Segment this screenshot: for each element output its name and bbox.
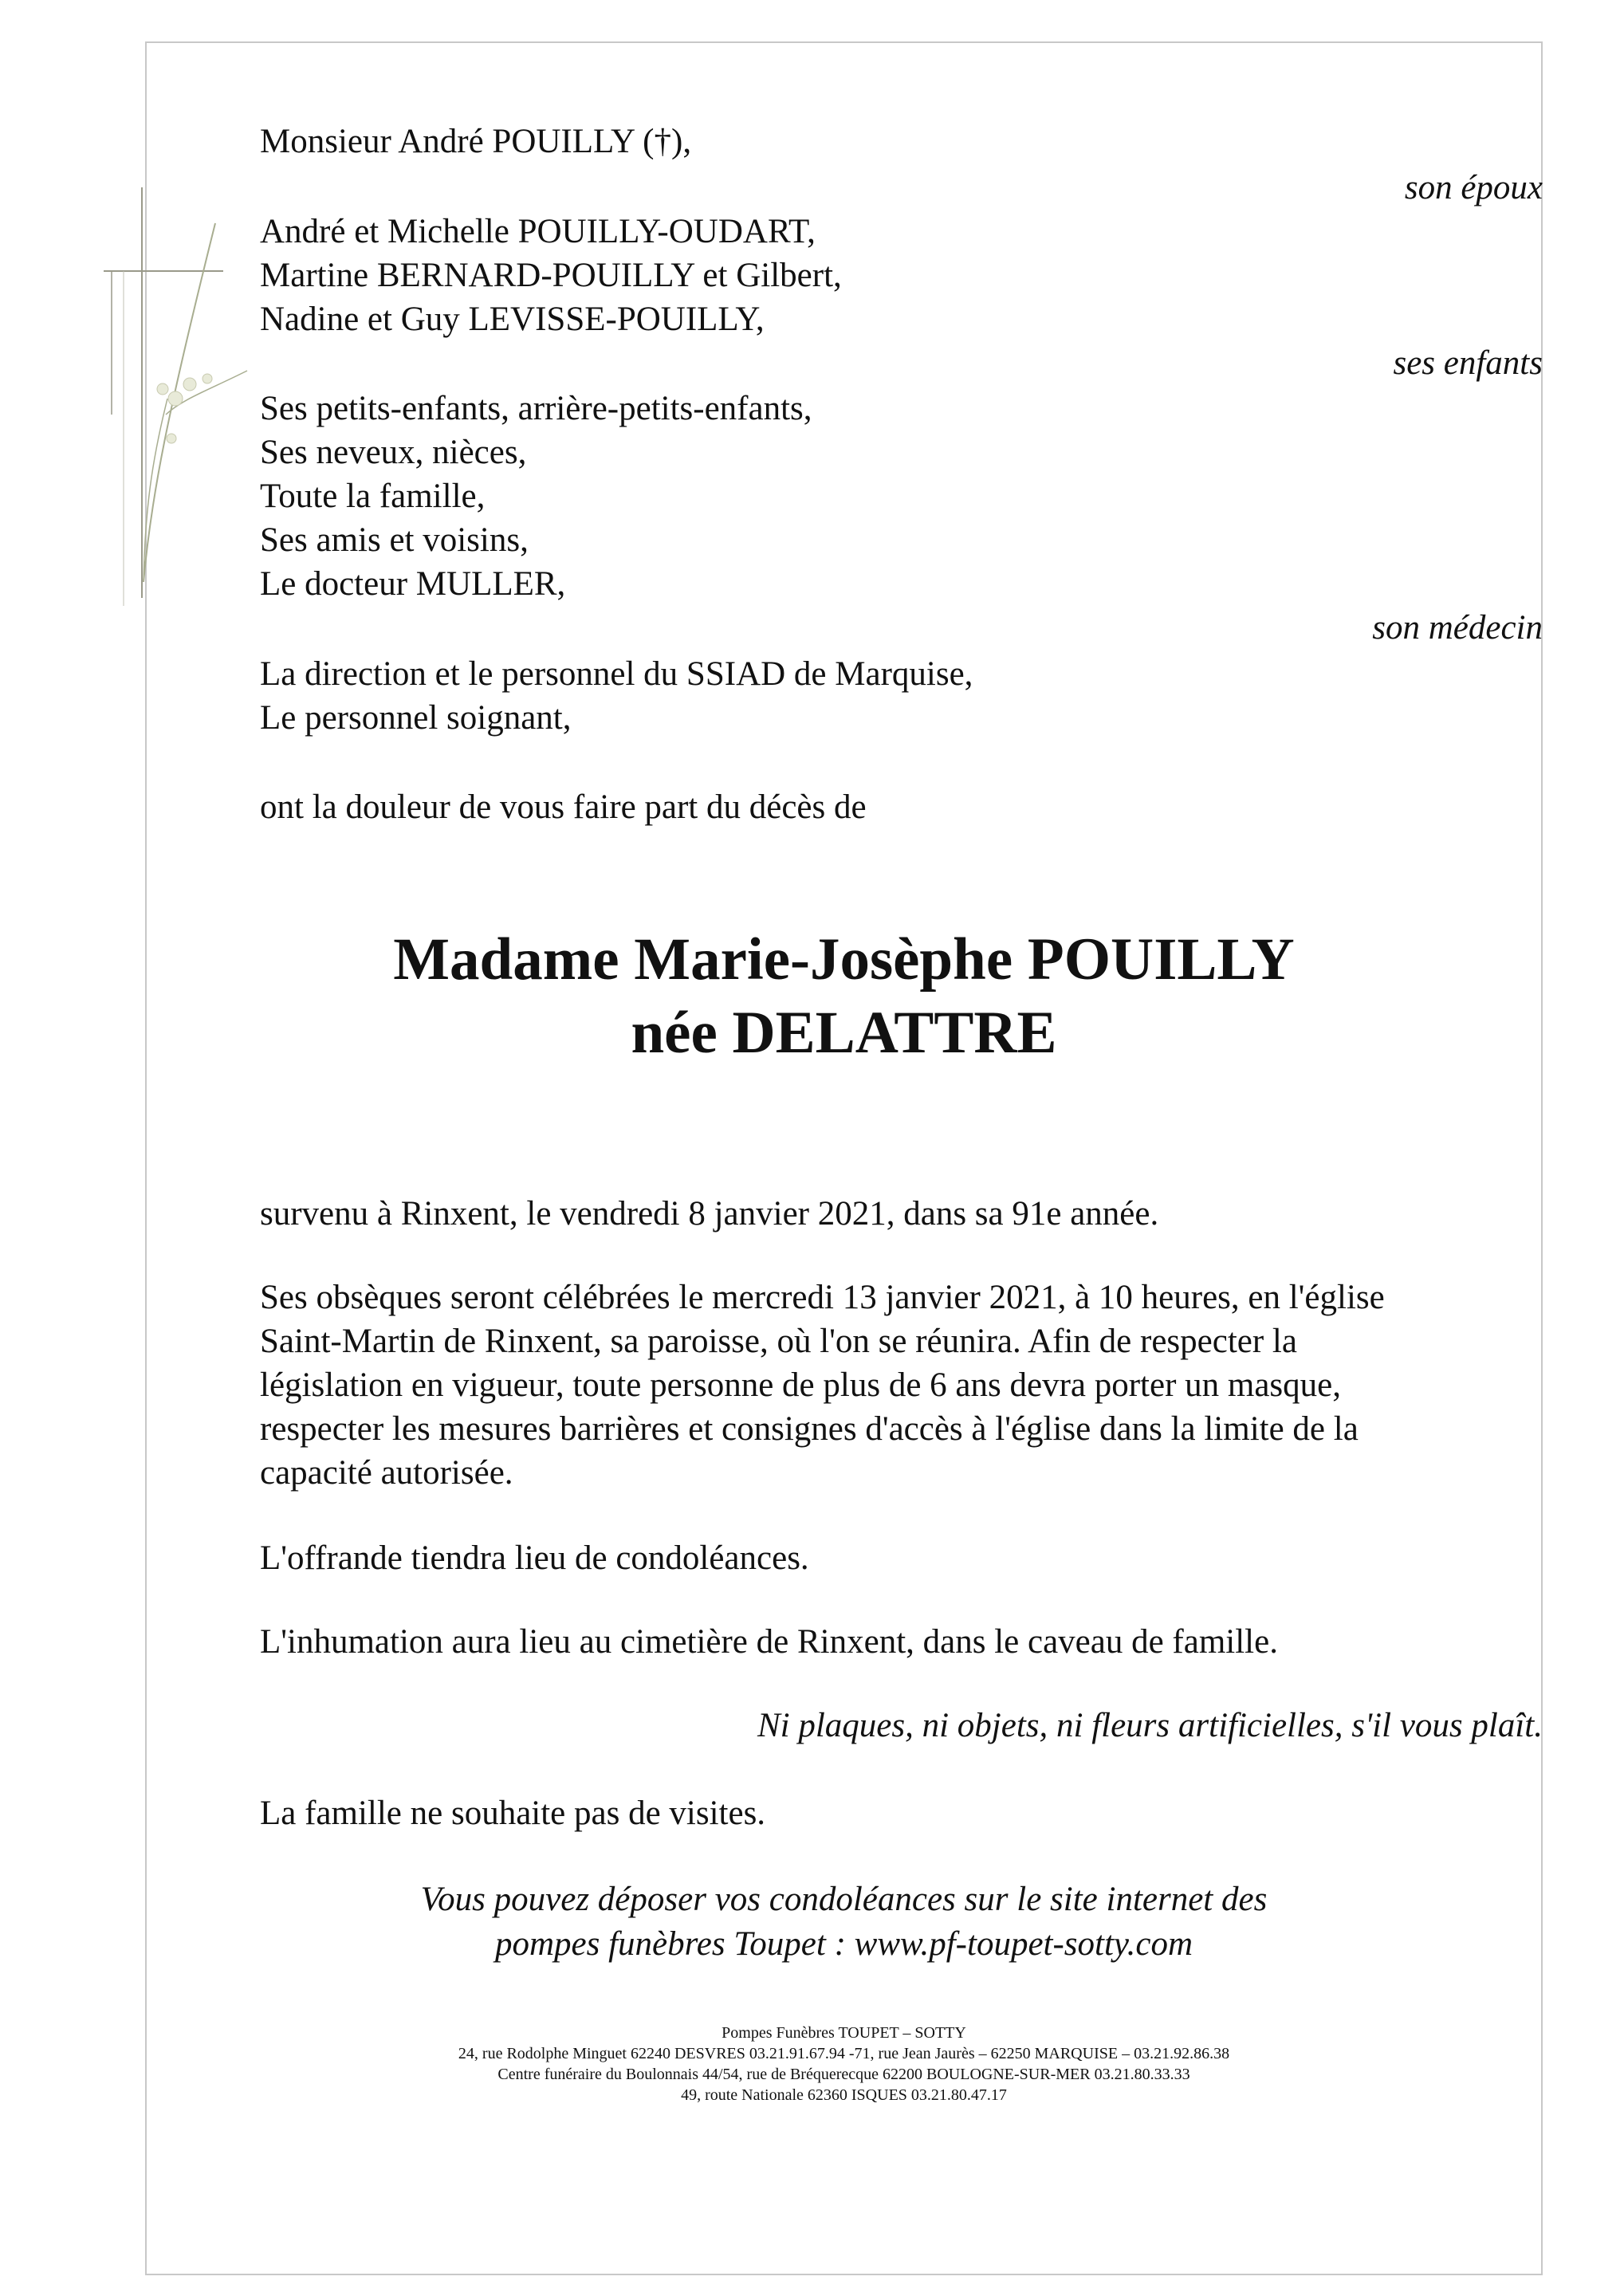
child-line-1: André et Michelle POUILLY-OUDART, (260, 213, 816, 250)
others-line-4: Ses amis et voisins, (260, 521, 529, 559)
funeral-line-2: Saint-Martin de Rinxent, sa paroisse, où l'on se réunira. Afin de respecter la (260, 1323, 1297, 1360)
deceased-name: Madame Marie-Josèphe POUILLY (393, 926, 1295, 993)
others-line-3: Toute la famille, (260, 478, 486, 515)
funeral-home-footer (145, 2023, 1543, 2105)
others-line-5: Le docteur MULLER, (260, 565, 566, 603)
death-statement: survenu à Rinxent, le vendredi 8 janvier 2021, dans sa 91e année. (260, 1195, 1159, 1233)
no-visits-statement: La famille ne souhaite pas de visites. (260, 1795, 766, 1832)
child-line-3: Nadine et Guy LEVISSE-POUILLY, (260, 301, 765, 338)
footer-line-1: Pompes Funèbres TOUPET – SOTTY (722, 2024, 966, 2042)
no-flowers-request: Ni plaques, ni objets, ni fleurs artificielles, s'il vous plaît. (757, 1707, 1543, 1744)
condolences-line-2: pompes funèbres Toupet : www.pf-toupet-sotty.com (494, 1925, 1193, 1963)
funeral-line-4: respecter les mesures barrières et consignes d'accès à l'église dans la limite de la (260, 1410, 1359, 1448)
doctor-role: son médecin (1372, 609, 1543, 647)
deceased-maiden-name: née DELATTRE (631, 1000, 1057, 1066)
funeral-line-1: Ses obsèques seront célébrées le mercredi 13 janvier 2021, à 10 heures, en l'église (260, 1279, 1385, 1316)
child-line-2: Martine BERNARD-POUILLY et Gilbert, (260, 257, 842, 294)
footer-line-2: 24, rue Rodolphe Minguet 62240 DESVRES 03.21.91.67.94 -71, rue Jean Jaurès – 62250 MARQUISE – 03.21.92.86.38 (458, 2045, 1230, 2062)
staff-line-1: La direction et le personnel du SSIAD de Marquise, (260, 655, 973, 693)
staff-line-2: Le personnel soignant, (260, 699, 572, 737)
others-line-1: Ses petits-enfants, arrière-petits-enfants, (260, 390, 812, 427)
spouse-role: son époux (1404, 169, 1543, 206)
announcement-text: ont la douleur de vous faire part du décès de (260, 788, 867, 826)
cross-with-flower-icon (96, 175, 255, 606)
funeral-paragraph (260, 1276, 1551, 1495)
funeral-line-5: capacité autorisée. (260, 1454, 513, 1492)
condolences-notice (145, 1877, 1543, 1967)
children-role: ses enfants (1393, 344, 1543, 382)
footer-line-3: Centre funéraire du Boulonnais 44/54, rue de Bréquerecque 62200 BOULOGNE-SUR-MER 03.21.80.33.33 (497, 2066, 1190, 2083)
offering-statement: L'offrande tiendra lieu de condoléances. (260, 1539, 809, 1577)
footer-line-4: 49, route Nationale 62360 ISQUES 03.21.80.47.17 (681, 2086, 1007, 2104)
spouse-line: Monsieur André POUILLY (†), (260, 123, 692, 160)
burial-statement: L'inhumation aura lieu au cimetière de Rinxent, dans le caveau de famille. (260, 1623, 1278, 1661)
condolences-line-1: Vous pouvez déposer vos condoléances sur le site internet des (420, 1881, 1268, 1918)
others-line-2: Ses neveux, nièces, (260, 434, 527, 471)
funeral-line-3: législation en vigueur, toute personne de plus de 6 ans devra porter un masque, (260, 1366, 1341, 1404)
